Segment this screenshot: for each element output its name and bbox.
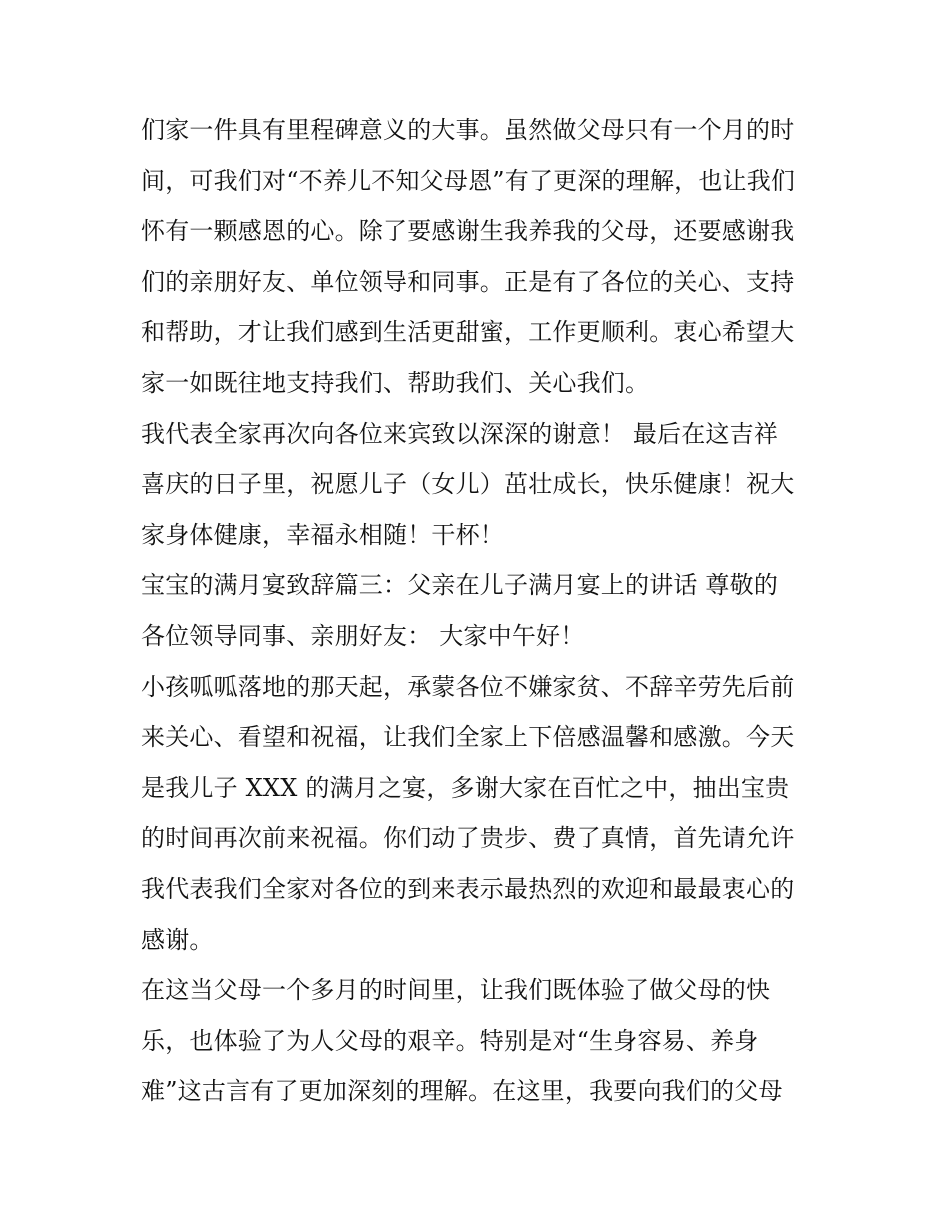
text-line: 在这当父母一个多月的时间里，让我们既体验了做父母的快 xyxy=(141,976,771,1005)
text-line: 是我儿子 XXX 的满月之宴，多谢大家在百忙之中，抽出宝贵 xyxy=(141,773,790,802)
text-line: 们的亲朋好友、单位领导和同事。正是有了各位的关心、支持 xyxy=(141,267,795,296)
text-line: 乐，也体验了为人父母的艰辛。特别是对“生身容易、养身 xyxy=(141,1026,759,1055)
text-line: 小孩呱呱落地的那天起，承蒙各位不嫌家贫、不辞辛劳先后前 xyxy=(141,672,795,701)
text-line: 的时间再次前来祝福。你们动了贵步、费了真情，首先请允许 xyxy=(141,824,795,853)
text-line: 喜庆的日子里，祝愿儿子（女儿）茁壮成长，快乐健康！祝大 xyxy=(141,470,795,499)
document-body-text xyxy=(141,105,821,1117)
text-line: 家一如既往地支持我们、帮助我们、关心我们。 xyxy=(141,368,650,397)
text-line: 间，可我们对“不养儿不知父母恩”有了更深的理解，也让我们 xyxy=(141,166,796,195)
text-line: 来关心、看望和祝福，让我们全家上下倍感温馨和感激。今天 xyxy=(141,723,795,752)
text-line: 我代表我们全家对各位的到来表示最热烈的欢迎和最最衷心的 xyxy=(141,874,795,903)
text-line: 家身体健康，幸福永相随！干杯！ xyxy=(141,520,504,549)
section-heading-line: 宝宝的满月宴致辞篇三：父亲在儿子满月宴上的讲话 尊敬的 xyxy=(141,571,779,600)
text-line: 和帮助，才让我们感到生活更甜蜜，工作更顺利。衷心希望大 xyxy=(141,318,795,347)
text-line: 怀有一颗感恩的心。除了要感谢生我养我的父母，还要感谢我 xyxy=(141,217,795,246)
text-line: 感谢。 xyxy=(141,925,214,954)
text-line: 我代表全家再次向各位来宾致以深深的谢意！ 最后在这吉祥 xyxy=(141,419,779,448)
text-line: 难”这古言有了更加深刻的理解。在这里，我要向我们的父母 xyxy=(141,1077,783,1106)
greeting-line: 各位领导同事、亲朋好友： 大家中午好！ xyxy=(141,621,585,650)
text-line: 们家一件具有里程碑意义的大事。虽然做父母只有一个月的时 xyxy=(141,116,795,144)
